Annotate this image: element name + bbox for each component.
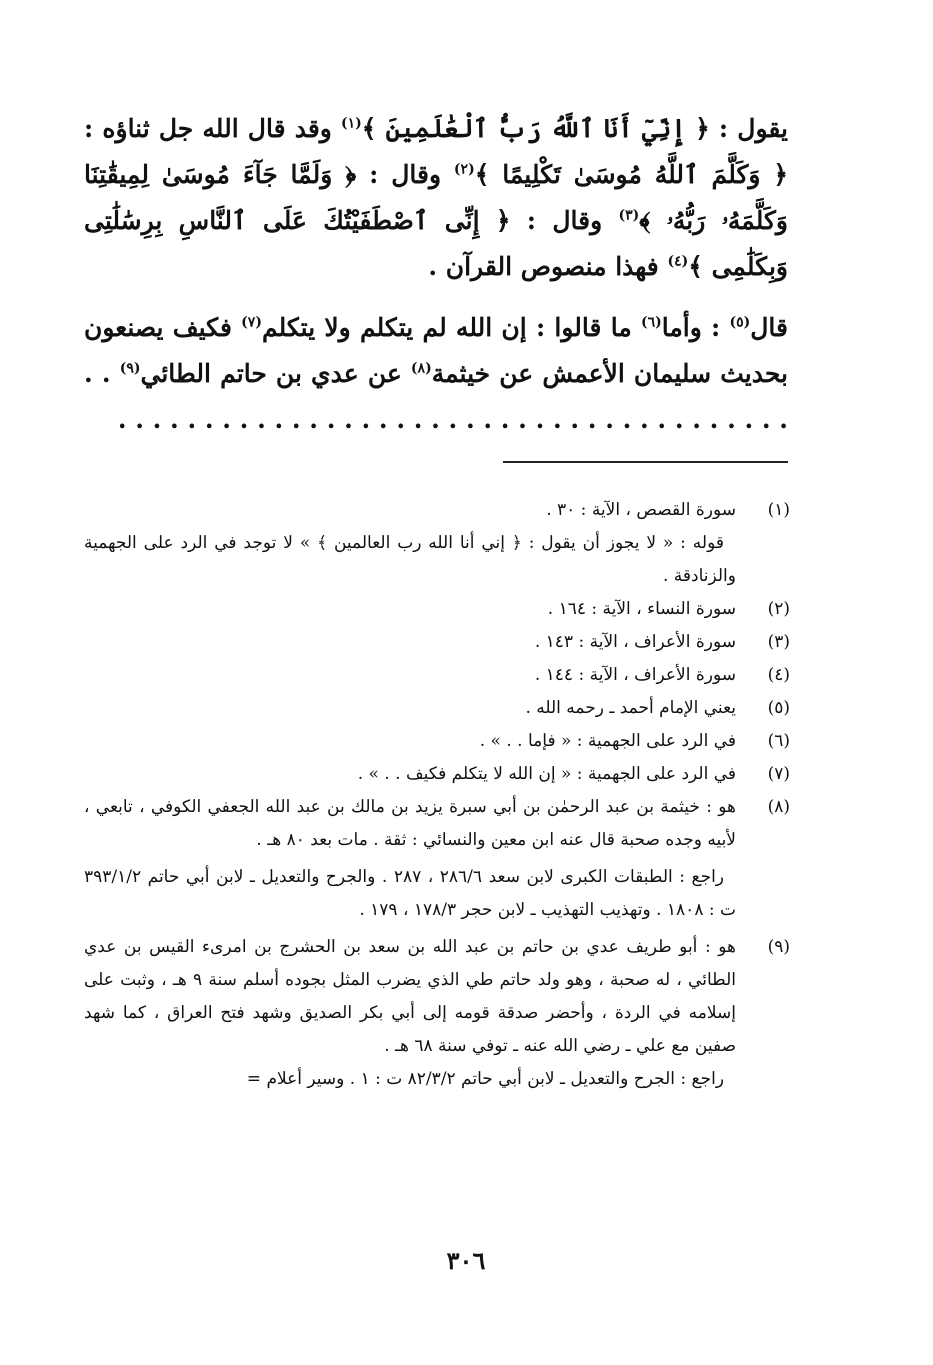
footnote-text: هو : خيثمة بن عبد الرحمٰن بن أبي سبرة يزيد بن مالك بن عبد الله الجعفي الكوفي ، تابعي ، لأبيه وجده صحبة قال عنه ابن معين والنسائي : ثقة . مات بعد ٨٠ هـ . [84,797,736,850]
footnote-ref[interactable]: (٤) [667,253,689,270]
text-run: قال [750,313,788,342]
footnote-number: (٩) [767,937,790,957]
text-run: فكيف يصنعون بحديث سليمان الأعمش عن خيثمة [84,313,788,388]
footnote-8 [84,791,790,857]
footnote-number: (٤) [767,665,790,685]
footnote-number: (٦) [767,731,790,751]
text-run: ما قالوا : إن الله لم يتكلم ولا يتكلم [261,313,641,342]
text-run: فهذا منصوص القرآن . [428,252,668,281]
footnotes [84,494,790,1096]
footnote-ref[interactable]: (٨) [410,360,432,377]
quran-verse: ﴿ إِنِّى ٱصْطَفَيْتُكَ عَلَى ٱلنَّاسِ بِرِسَٰلَٰتِى وَبِكَلَٰمِى ﴾ [84,206,788,281]
footnote-7 [84,758,790,791]
footnote-ref[interactable]: (٣) [618,207,640,224]
footnote-3 [84,626,790,659]
quran-verse: ﴿ وَكَلَّمَ ٱللَّهُ مُوسَىٰ تَكْلِيمًا ﴾ [474,160,788,189]
footnote-ref[interactable]: (٧) [241,314,262,331]
footnote-reference: راجع : الطبقات الكبرى لابن سعد ٢٨٦/٦ ، ٢٨٧ . والجرح والتعديل ـ لابن أبي حاتم ٣٩٣/١/٢ ت : ١٨٠٨ . وتهذيب التهذيب ـ لابن حجر ١٧٨/٣ ، ١٧٩ . [84,867,736,920]
footnote-text: سورة النساء ، الآية : ١٦٤ . [547,599,736,619]
footnote-ref[interactable]: (١) [341,115,362,132]
footnote-text: يعني الإمام أحمد ـ رحمه الله . [525,698,736,718]
footnote-separator [503,461,788,463]
footnote-reference: راجع : الجرح والتعديل ـ لابن أبي حاتم ٨٢/٣/٢ ت : ١ . وسير أعلام = [246,1069,724,1089]
main-paragraph-1 [84,106,788,290]
footnote-1 [84,494,790,527]
text-run: يقول : [709,114,788,143]
footnote-number: (١) [767,500,790,520]
footnote-text: هو : أبو طريف عدي بن حاتم بن عبد الله بن سعد بن الحشرج بن امرىء القيس بن عدي الطائي ، له صحبة ، وهو ولد حاتم طي الذي يضرب المثل بجوده أسلم سنة ٩ هـ ، وثبت على إسلامه في الردة ، وأحضر صدقة قومه إلى أبي بكر الصديق وشهد فتح العراق ، كما شهد صفين مع علي ـ رضي الله عنه ـ توفي سنة ٦٨ هـ . [84,937,736,1056]
footnote-9 [84,931,790,1063]
footnote-text: في الرد على الجهمية : « فإما . . » . [479,731,736,751]
footnote-comment: قوله : « لا يجوز أن يقول : ﴿ إني أنا الله رب العالمين ﴾ » لا توجد في الرد على الجهمية والزنادقة . [84,533,736,586]
footnote-6 [84,725,790,758]
text-run: وقال : [356,160,454,189]
page-number: ٣٠٦ [446,1246,486,1275]
footnote-ref[interactable]: (٢) [453,161,475,178]
main-paragraph-2 [84,305,788,443]
footnote-number: (٣) [767,632,790,652]
footnote-text: سورة الأعراف ، الآية : ١٤٤ . [534,665,736,685]
footnote-text: سورة الأعراف ، الآية : ١٤٣ . [534,632,736,652]
footnote-4 [84,659,790,692]
footnote-text: سورة القصص ، الآية : ٣٠ . [546,500,736,520]
ellipsis-dots: . . . . . . . . . . . . . . . . . . . . . . . . . . . . . . . . . . . . . . . . . [84,359,788,434]
text-run: وقال : [510,206,619,235]
quran-verse: ﴿ وَلَمَّا جَآءَ مُوسَىٰ لِمِيقَٰتِنَا وَكَلَّمَهُۥ رَبُّهُۥ ﴾ [84,160,788,235]
footnote-5 [84,692,790,725]
text-run: وقد قال الله جل ثناؤه : [84,114,342,143]
quran-verse: ﴿ إِنِّيٓ أَنَا ٱللَّهُ رَبُّ ٱلْعَٰلَمِينَ ﴾ [361,114,710,143]
text-run: عن عدي بن حاتم الطائي [140,359,411,388]
footnote-ref[interactable]: (٥) [729,314,751,331]
footnote-2 [84,593,790,626]
footnote-ref[interactable]: (٩) [119,360,141,377]
footnote-text: في الرد على الجهمية : « إن الله لا يتكلم فكيف . . » . [357,764,736,784]
footnote-number: (٢) [767,599,790,619]
footnote-number: (٧) [767,764,790,784]
footnote-number: (٥) [767,698,790,718]
footnote-number: (٨) [767,797,790,817]
text-run: : وأما [661,313,730,342]
footnote-ref[interactable]: (٦) [640,314,662,331]
